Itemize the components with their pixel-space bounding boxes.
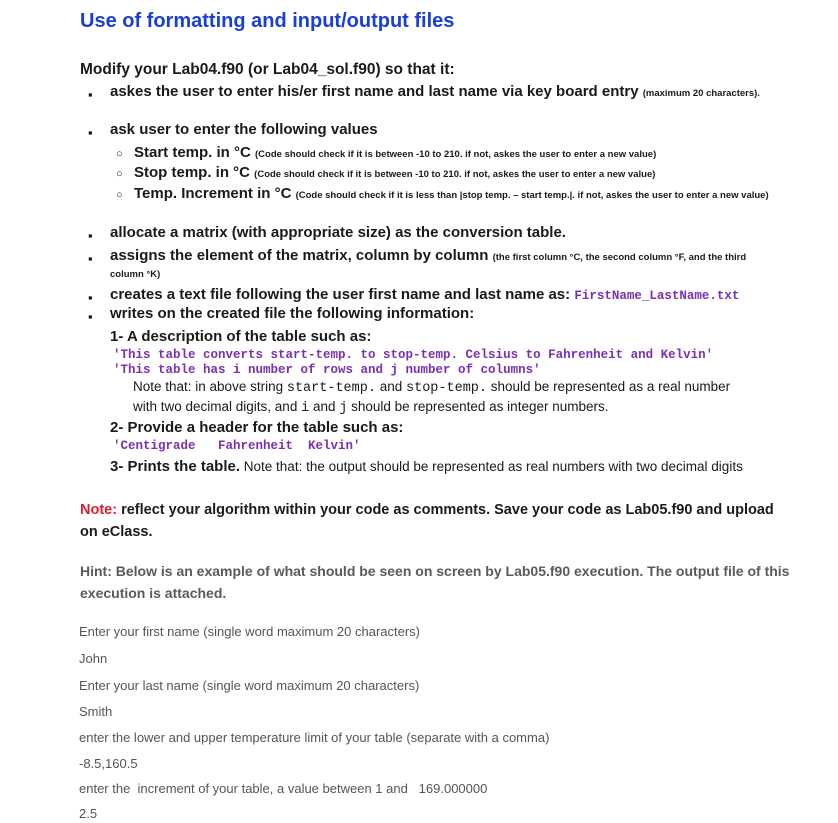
bullet-item-allocate-matrix: allocate a matrix (with appropriate size) as the conversion table.	[110, 224, 566, 241]
hint-text: Hint: Below is an example of what should be seen on screen by Lab05.f90 execution. The output file of this execution is attached.	[80, 563, 790, 601]
note-line-2: with two decimal digits, and i and j should be represented as integer numbers.	[133, 399, 609, 416]
bullet-item-assign-columns: assigns the element of the matrix, column by column (the first column °C, the second column °F, and the third column °K)	[110, 247, 747, 280]
step-2-heading: 2- Provide a header for the table such as:	[110, 419, 404, 436]
page-title: Use of formatting and input/output files	[80, 10, 455, 32]
bullet-item-write-file: writes on the created file the following information:	[110, 305, 475, 322]
sub-item-temp-increment: Temp. Increment in °C (Code should check if it is less than |stop temp. – start temp.|. if not, askes the user to enter a new value)	[134, 185, 769, 202]
intro-text: Modify your Lab04.f90 (or Lab04_sol.f90) so that it:	[80, 61, 455, 78]
sub-item-start-temp: Start temp. in °C (Code should check if it is between -10 to 210. if not, askes the user to enter a new value)	[134, 144, 657, 161]
filename-code: FirstName_LastName.txt	[574, 289, 740, 303]
code-line-rows-columns: 'This table has i number of rows and j number of columns'	[113, 363, 541, 377]
console-line: enter the increment of your table, a value between 1 and 169.000000	[79, 781, 488, 796]
bullet-icon: ▪	[88, 228, 93, 243]
bullet-icon: ▪	[88, 290, 93, 305]
step-3-heading: 3- Prints the table. Note that: the output should be represented as real numbers with two decimal digits	[110, 458, 743, 475]
circle-bullet-icon: ○	[116, 168, 123, 180]
bullet-item-enter-values: ask user to enter the following values	[110, 121, 378, 138]
bullet-item-create-file: creates a text file following the user first name and last name as: FirstName_LastName.txt	[110, 286, 740, 303]
bullet-icon: ▪	[88, 125, 93, 140]
code-line-description: 'This table converts start-temp. to stop-temp. Celsius to Fahrenheit and Kelvin'	[113, 348, 714, 362]
bullet-icon: ▪	[88, 309, 93, 324]
console-line: enter the lower and upper temperature limit of your table (separate with a comma)	[79, 730, 550, 745]
bullet-item-name-entry: askes the user to enter his/er first name and last name via key board entry (maximum 20 characters).	[110, 83, 760, 100]
console-line: 2.5	[79, 806, 98, 821]
step-1-heading: 1- A description of the table such as:	[110, 328, 372, 345]
sub-item-stop-temp: Stop temp. in °C (Code should check if it is between -10 to 210. if not, askes the user to enter a new value)	[134, 164, 656, 181]
console-line: Enter your last name (single word maximum 20 characters)	[79, 678, 420, 693]
submission-note: Note: reflect your algorithm within your code as comments. Save your code as Lab05.f90 and upload on eClass.	[80, 502, 774, 540]
console-line: John	[79, 651, 108, 666]
console-line: Enter your first name (single word maximum 20 characters)	[79, 624, 421, 639]
bullet-icon: ▪	[88, 87, 93, 102]
code-line-header: 'Centigrade Fahrenheit Kelvin'	[113, 439, 361, 453]
note-line-1: Note that: in above string start-temp. and stop-temp. should be represented as a real number	[133, 379, 731, 396]
circle-bullet-icon: ○	[116, 148, 123, 160]
circle-bullet-icon: ○	[116, 189, 123, 201]
console-line: Smith	[79, 704, 113, 719]
console-line: -8.5,160.5	[79, 756, 138, 771]
bullet-icon: ▪	[88, 251, 93, 266]
